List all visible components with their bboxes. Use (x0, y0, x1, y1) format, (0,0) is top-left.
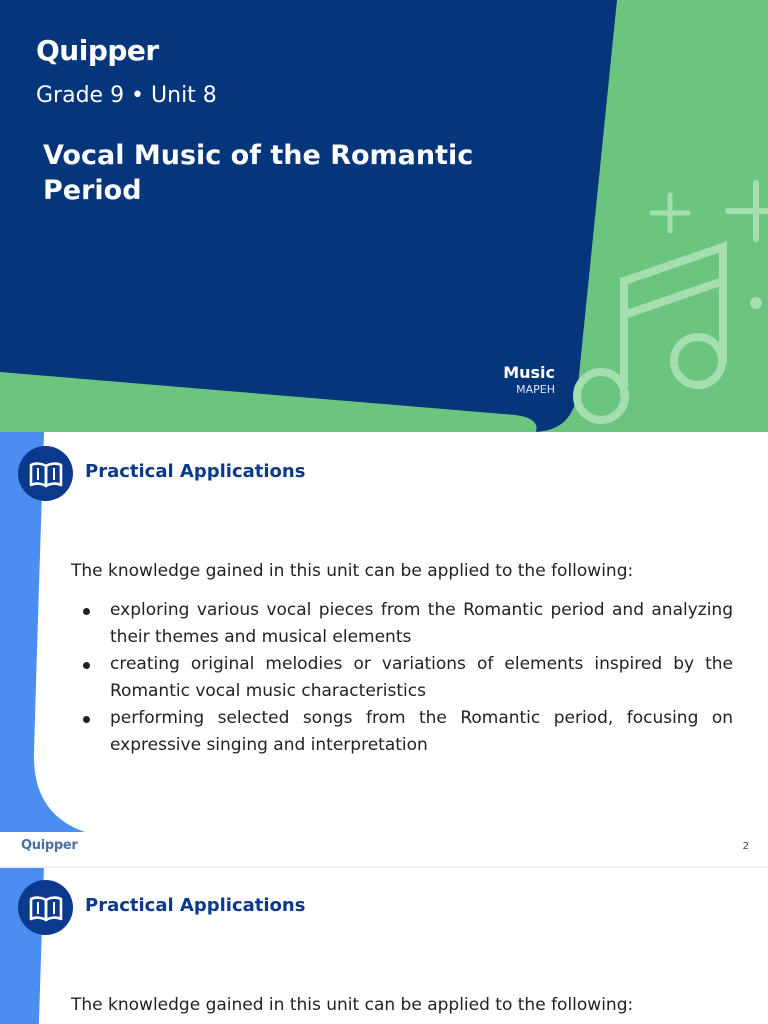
section-title: Practical Applications (85, 461, 306, 482)
section-icon (18, 446, 73, 501)
bullet-list (82, 597, 733, 759)
page-number: 2 (742, 841, 749, 852)
music-note-icon (560, 175, 768, 432)
footer-logo: Quipper (21, 838, 78, 853)
brand-logo: Quipper (36, 34, 159, 67)
content-slide (0, 432, 768, 864)
list-item: exploring various vocal pieces from the Romantic period and analyzing their themes and musical elements (82, 597, 733, 651)
open-book-icon (28, 894, 64, 922)
list-item: performing selected songs from the Romantic period, focusing on expressive singing and interpretation (82, 705, 733, 759)
section-icon (18, 880, 73, 935)
section-title: Practical Applications (85, 895, 306, 916)
list-item: creating original melodies or variations of elements inspired by the Romantic vocal music characteristics (82, 651, 733, 705)
slide-divider (0, 866, 768, 868)
open-book-icon (28, 460, 64, 488)
cover-title: Vocal Music of the Romantic Period (43, 140, 474, 206)
intro-text: The knowledge gained in this unit can be applied to the following: (71, 561, 634, 581)
subject-area-label: MAPEH (516, 383, 555, 396)
grade-unit-label: Grade 9 • Unit 8 (36, 83, 217, 108)
subject-label: Music (503, 363, 555, 382)
intro-text: The knowledge gained in this unit can be applied to the following: (71, 995, 634, 1015)
content-slide (0, 866, 768, 1024)
cover-slide (0, 0, 768, 432)
